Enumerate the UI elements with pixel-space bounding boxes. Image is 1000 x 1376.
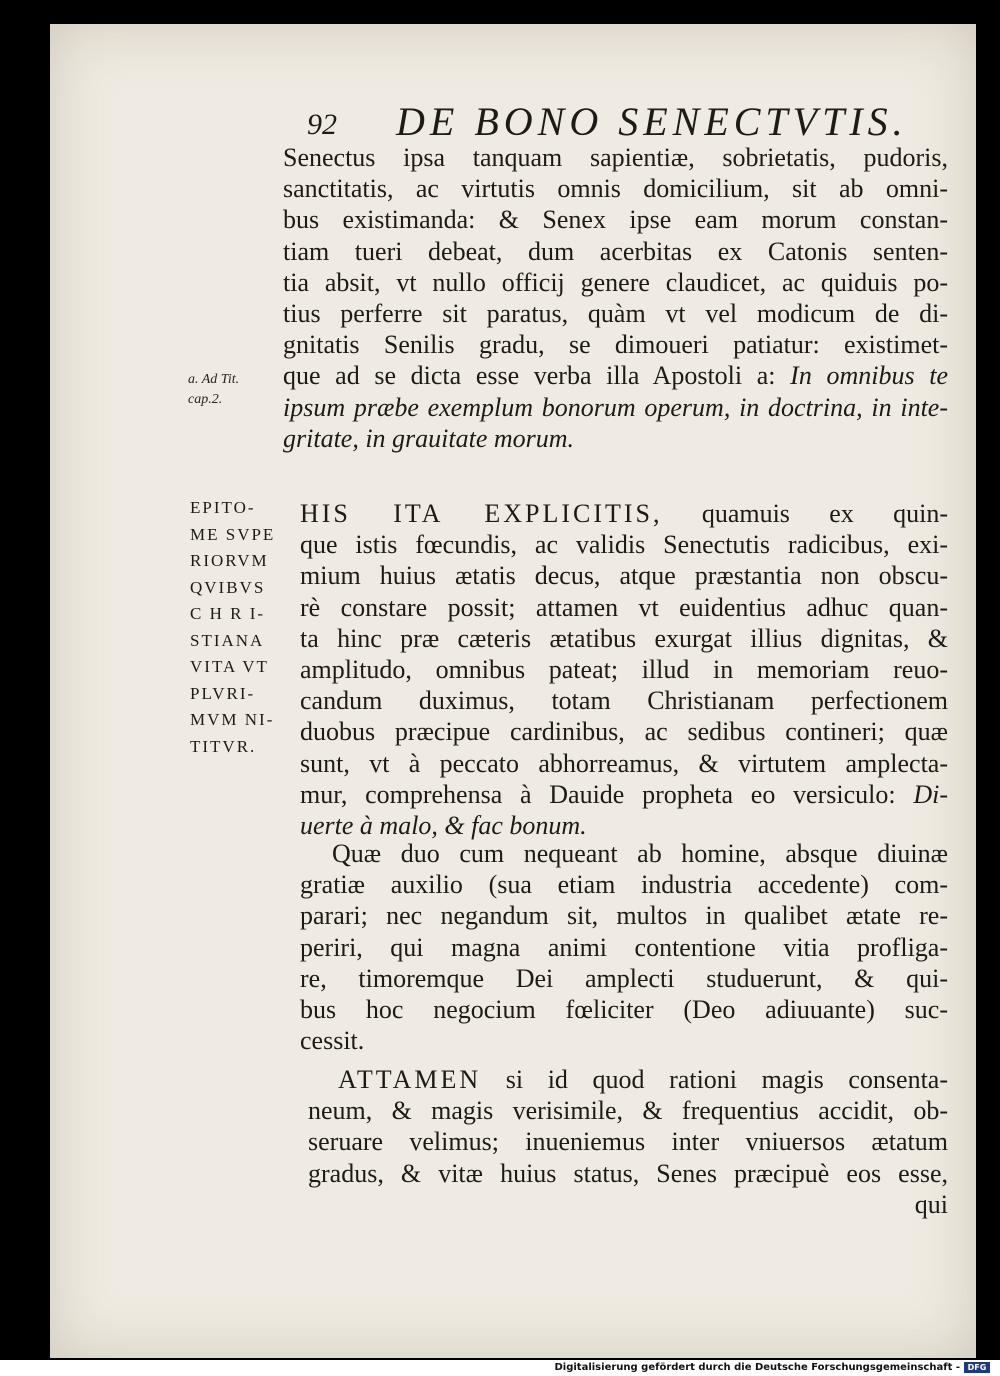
text-line: que istis fœcundis, ac validis Senectutis radicibus, exi- [300,530,948,560]
text-line: neum, & magis verisimile, & frequentius accidit, ob- [308,1096,948,1126]
text-line [308,1064,948,1095]
text-line: cessit. [300,1026,365,1056]
margin-note [190,495,275,760]
paragraph-4 [308,1064,948,1220]
text-line [283,360,948,391]
italic-quote-line: uerte à malo, & fac bonum. [300,811,587,841]
italic-quote-line: gritate, in grauitate morum. [283,423,575,453]
margin-note-line: ME SVPE [190,524,276,544]
margin-reference-line: a. Ad Tit. [188,372,240,387]
margin-note-line: PLVRI- [190,683,256,703]
margin-note-line: C H R I- [190,604,266,623]
text-segment: mur, comprehensa à Dauide propheta eo versiculo: [300,779,914,809]
margin-note-line: STIANA [190,630,265,650]
text-line: mium huius ætatis decus, atque præstantia non obscu- [300,561,948,591]
text-line: amplitudo, omnibus pateat; illud in memoriam reuo- [300,655,948,685]
margin-note-line: QVIBVS [190,577,266,597]
text-line: tia absit, vt nullo officij genere claudicet, ac quiduis po- [283,267,948,297]
margin-reference-line: cap.2. [188,392,223,407]
funding-notice: Digitalisierung gefördert durch die Deutsche Forschungsgemeinschaft - [554,1362,960,1373]
margin-note-line: EPITO- [190,498,256,517]
italic-quote: In omnibus te [790,361,948,391]
text-segment: quamuis ex quin- [662,499,948,528]
text-line: bus hoc negocium fœliciter (Deo adiuuante) suc- [300,995,948,1025]
text-line: gradus, & vitæ huius status, Senes præcipuè eos esse, [308,1158,948,1188]
text-line: bus existimanda: & Senex ipse eam morum constan- [283,205,948,235]
running-head: DE BONO SENECTVTIS. [396,99,908,144]
text-segment: que ad se dicta esse verba illa Apostoli a: [283,361,791,391]
text-line: Quæ duo cum nequeant ab homine, absque diuinæ [332,839,948,868]
text-line: ta hinc præ cæteris ætatibus exurgat illius dignitas, & [300,623,948,653]
text-line: candum duximus, totam Christianam perfectionem [300,686,948,716]
paragraph-3 [300,838,948,1056]
paragraph-1 [283,142,948,454]
margin-note-line: VITA VT [190,657,269,676]
margin-note-line: RIORVM [190,551,269,570]
text-line: parari; nec negandum sit, multos in qualibet ætate re- [300,901,948,931]
text-line: Senectus ipsa tanquam sapientiæ, sobrietatis, pudoris, [283,143,948,172]
text-line: sunt, vt à peccato abhorreamus, & virtutem amplecta- [300,748,948,778]
text-line: duobus præcipue cardinibus, ac sedibus contineri; quæ [300,717,948,747]
catchword: qui [914,1189,948,1219]
text-line [300,498,948,529]
text-line: tius perferre sit paratus, quàm vt vel modicum de di- [283,299,948,329]
italic-quote: Di- [913,779,948,809]
paragraph-opening-caps: ATTAMEN [338,1065,482,1094]
text-line: sanctitatis, ac virtutis omnis domicilium, sit ab omni- [283,174,948,204]
text-line [300,779,948,810]
text-line: tiam tueri debeat, dum acerbitas ex Catonis senten- [283,236,948,266]
text-line: gratiæ auxilio (sua etiam industria accedente) com- [300,870,948,900]
paragraph-2 [300,498,948,841]
page-number: 92 [307,108,337,141]
text-segment: si id quod rationi magis consenta- [481,1065,948,1094]
text-line: rè constare possit; attamen vt euidentius adhuc quan- [300,592,948,622]
margin-reference [188,370,239,410]
text-line: periri, qui magna animi contentione vitia profliga- [300,932,948,962]
text-line: gnitatis Senilis gradu, se dimoueri patiatur: existimet- [283,330,948,360]
text-line: seruare velimus; inueniemus inter vniuersos ætatum [308,1127,948,1157]
text-line: re, timoremque Dei amplecti studuerunt, & qui- [300,963,948,993]
italic-quote-line: ipsum præbe exemplum bonorum operum, in doctrina, in inte- [283,392,948,422]
dfg-logo: DFG [964,1362,990,1373]
margin-note-line: TITVR. [190,736,257,756]
paragraph-opening-caps: HIS ITA EXPLICITIS, [300,499,663,528]
margin-note-line: MVM NI- [190,710,275,729]
